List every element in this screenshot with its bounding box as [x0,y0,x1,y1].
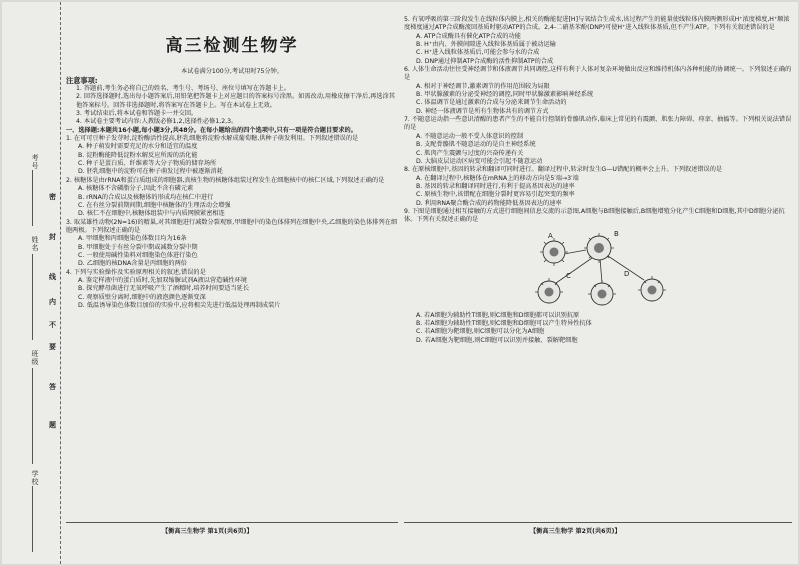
question-option: A. 若A细胞为辅助性T细胞,则C细胞和D细胞都可以识别抗原 [416,311,580,319]
label-b: B [614,229,619,238]
exam-title: 高三检测生物学 [165,36,299,56]
question-option: B. 若A细胞为辅助性T细胞,则C细胞和D细胞可以产生特异性抗体 [416,319,592,327]
question-option: A. 相对于神经调节,激素调节的作用范围较为局限 [416,82,550,90]
school-line [32,486,33,552]
section-heading: 一、选择题:本题共16小题,每小题3分,共48分。在每小题给出的四个选项中,只有一项是符合题目要求的。 [66,126,357,134]
seal-word: 内 [49,298,56,306]
question-option: D. 利用RNA聚合酶合成的药物能降低基因表达的速率 [416,199,562,207]
question-option: D. 胚乳细胞中的淀粉可在种子萌发过程中被逐渐消耗 [78,168,223,176]
notice-item: 4. 本试卷主要考试内容:人教版必修1,2,选择性必修1,2,3。 [76,118,238,126]
label-c: C [566,271,571,280]
question-stem: 3. 取某雄性动物(2N=16)的精巢,对其细胞进行减数分裂观察,甲细胞中的染色体排列在细胞中央,乙细胞的染色体排列在细胞两极。下列叙述正确的是 [66,218,398,234]
exam-no-line [32,170,33,226]
question-option: B. 淀粉酶能降低淀粉水解反应所需的活化能 [78,151,198,159]
question-option: D. 核仁不在细胞中,核糖体组装中与内质网膜紧密相连 [78,210,225,218]
question-option: B. 甲状腺激素的分泌受神经的调控,同时甲状腺激素影响神经系统 [416,91,594,99]
cell-c [535,278,563,303]
question-option: C. 种子是蛋白质、纤维素等大分子物质的储存场所 [78,160,217,168]
name-line [32,254,33,340]
seal-word: 密 [49,193,56,201]
cell-e [638,276,666,301]
question-option: B. 基因的转录和翻译同时进行,有利于提高基因表达的速率 [416,182,575,190]
notice-heading: 注意事项: [66,75,98,85]
question-option: A. 鉴定样液中的蛋白质时,先加双缩脲试剂A液以营造碱性环境 [78,276,247,284]
question-stem: 8. 在原核细胞中,基因的转录和翻译可同时进行。翻译过程中,转录时发生G—U错配的概率会上升。下列叙述错误的是 [404,166,723,174]
question-option: B. rRNA的合成以及核糖体的形成均在核仁中进行 [78,193,214,201]
exam-no-label: 考号 [31,154,39,170]
question-stem: 4. 下列与实验操作及实验原理相关的叙述,错误的是 [66,268,206,276]
name-label: 姓名 [31,236,39,252]
seal-word: 不 [49,321,56,329]
question-option: B. H⁺由内、外膜间隙进入线粒体基质属于被动运输 [416,41,556,49]
question-option: A. 核糖体不含磷脂分子,因此不含有磷元素 [78,185,194,193]
cell-interaction-figure [504,228,694,308]
footer-page-2: 【衡高三生物学 第2页(共6页)】 [530,528,621,535]
question-option: D. 若A细胞为靶细胞,则C细胞可以识别并接触、裂解靶细胞 [416,336,578,344]
question-option: A. ATP合成酶具有催化ATP合成的功能 [416,32,521,40]
cell-d [588,280,616,305]
question-option: A. 在翻译过程中,核糖体在mRNA上的移动方向是5′端→3′端 [416,174,579,182]
question-stem: 7. 不随意运动指一些意识清醒的患者产生的不能自行控制的骨骼肌动作,临床上常见的有震颤、肌张力障碍、痉挛、抽搐等。下列相关说法错误的是 [404,116,792,132]
page-1-column [66,16,398,310]
label-d: D [624,269,630,278]
question-option: C. 在有丝分裂前期间期,细胞中核糖体的生理活动会增强 [78,201,231,209]
question-option: C. 原核生物中,该错配在细胞分裂时更容易引起突变的频率 [416,191,575,199]
question-option: B. 探究酵母菌进行无氧呼吸产生了酒精时,培养时间要适当延长 [78,285,250,293]
class-label: 班级 [31,350,39,366]
label-a: A [548,231,553,240]
question-stem: 6. 人体生命活动往往受神经调节和体液调节共同调控,这样有利于人体对复杂环境做出反应和维持机体内各种机能的协调统一。下列叙述正确的是 [404,66,792,82]
page-2-column [404,16,792,345]
seal-word: 要 [49,343,56,351]
question-option: A. 种子萌发时需要充足的水分和适宜的温度 [78,143,198,151]
school-label: 学校 [31,470,39,486]
question-option: A. 不随意运动一般不受人体意识的控制 [416,132,524,140]
question-option: D. DNP通过抑制ATP合成酶的活性抑制ATP的合成 [416,57,554,65]
seal-word: 答 [49,383,56,391]
binding-margin [2,2,61,564]
question-stem: 9. 下图是细胞通过相互接触的方式进行细胞间信息交流的示意图,A细胞与B细胞接触后,B细胞增殖分化产生C细胞和D细胞,其中D细胞分泌抗体。下列有关叙述正确的是 [404,207,785,224]
notice-item: 1. 答题前,考生务必将自己的姓名、考生号、考场号、座位号填写在答题卡上。 [76,85,291,93]
footer-rule-right [404,522,792,523]
cell-b [584,233,614,263]
question-option: C. H⁺进入线粒体基质后,可能会参与水的合成 [416,49,540,57]
notice-item: 2. 回答选择题时,选出每小题答案后,用铅笔把答题卡上对应题目的答案标号涂黑。如需改动,用橡皮擦干净后,再选涂其他答案标号。回答非选择题时,将答案写在答题卡上。写在本试卷上无效。 [76,93,395,109]
arrow-line [600,258,602,283]
question-option: D. 大脑皮层运动区病变可能会引起不随意运动 [416,157,543,165]
footer-page-1: 【衡高三生物学 第1页(共6页)】 [162,528,253,535]
question-option: D. 乙细胞的核DNA含量是丙细胞的两倍 [78,260,187,268]
arrow-line [556,258,592,283]
exam-sheet [2,2,798,564]
question-option: C. 一般使用碱性染料对细胞染色体进行染色 [78,251,198,259]
question-stem: 1. 在可可豆种子发芽时,淀粉酶活性提高,胚乳细胞将淀粉水解成葡萄糖,供种子萌发利用。下列叙述错误的是 [66,135,359,143]
seal-word: 题 [49,421,56,429]
question-option: D. 神经一体液调节是所有生物体共有的调节方式 [416,107,549,115]
question-option: C. 体温调节是通过激素的合成与分泌来调节生命活动的 [416,99,567,107]
question-option: C. 若A细胞为靶细胞,则C细胞可以分化为A细胞 [416,328,545,336]
footer-rule-left [66,522,398,523]
cell-a [540,238,568,266]
question-option: C. 观察质壁分离时,细胞中的液泡颜色逐渐变深 [78,293,206,301]
question-option: C. 肌肉产生震颤与过度的兴奋传递有关 [416,149,524,157]
question-option: D. 低温诱导染色体数目加倍的实验中,应将根尖先进行低温处理再制成装片 [78,301,281,309]
question-option: A. 甲细胞和丙细胞染色体数目均为16条 [78,235,187,243]
question-option: B. 支配骨骼肌不随意运动的是自主神经系统 [416,141,536,149]
notice-item: 3. 考试结束后,将本试卷和答题卡一并交回。 [76,110,198,118]
question-stem: 2. 核糖体是由rRNA和蛋白质组成的细胞器,真核生物的核糖体组装过程发生在细胞核中的核仁区域,下列叙述正确的是 [66,176,385,184]
seal-word: 封 [49,233,56,241]
question-stem: 5. 有氧呼吸的第三阶段发生在线粒体内膜上,相关的酶能促进[H]与氧结合生成水,该过程产生的能量使线粒体内膜两侧形成H⁺浓度梯度,H⁺顺浓度梯度通过ATP合成酶流回基质时驱动ATP的合成。2,4-二硝基苯酚(DNP)可使H⁺进入线粒体基质,但不产生ATP。下列有关叙述错误的是 [404,16,790,32]
cell-diagram [404,228,792,308]
seal-word: 线 [49,273,56,281]
exam-info: 本试卷满分100分,考试用时75分钟。 [180,68,284,76]
question-option: B. 甲细胞处于有丝分裂中期或减数分裂中期 [78,243,198,251]
class-line [32,368,33,464]
